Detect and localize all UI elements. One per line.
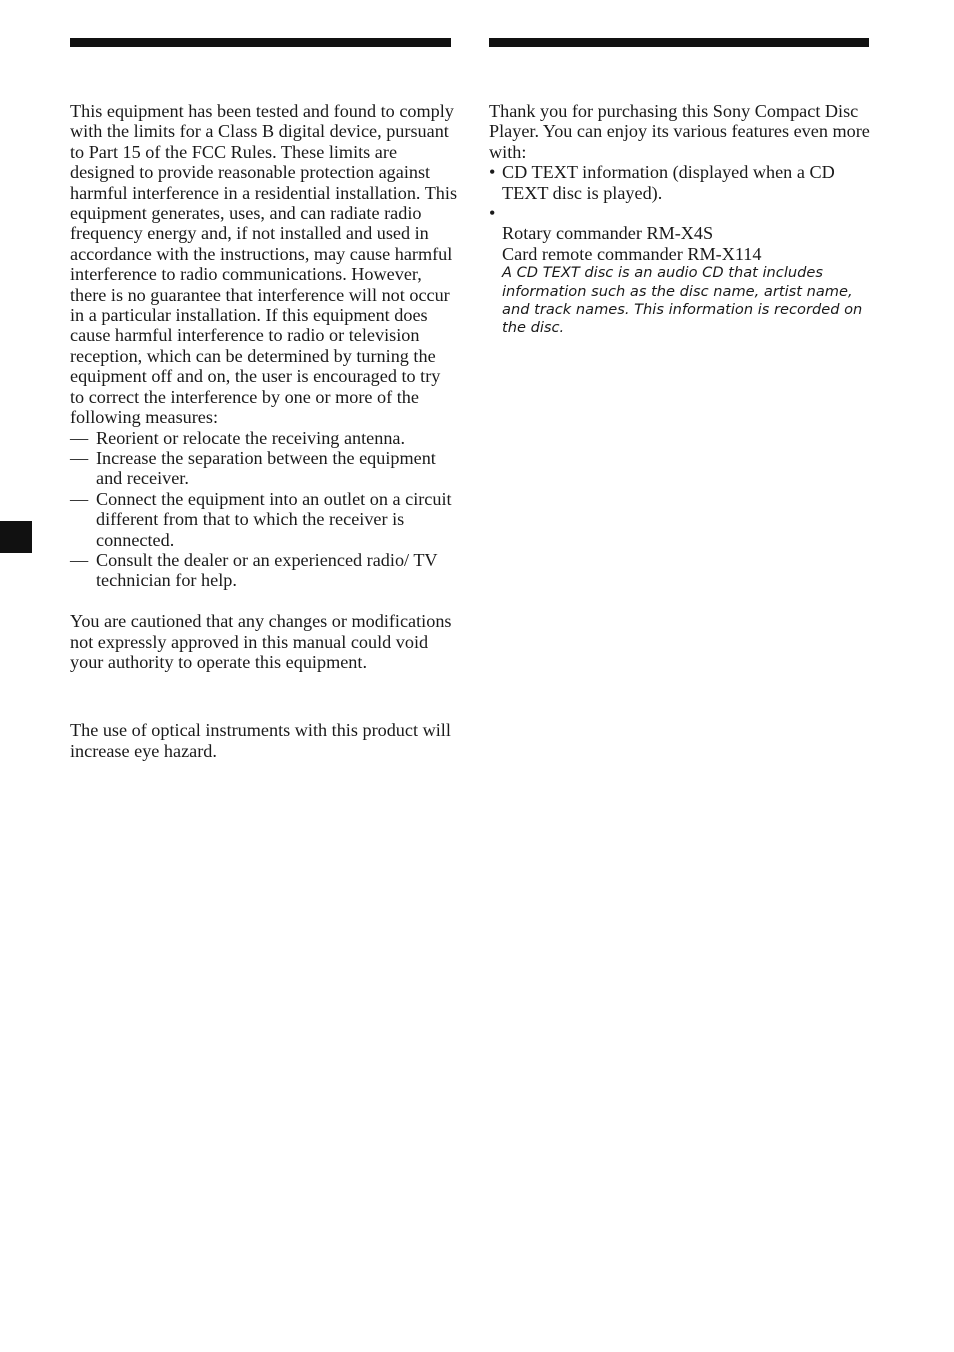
list-item [70, 448, 458, 489]
optical-warning-paragraph: The use of optical instruments with this product will increase eye hazard. [70, 720, 451, 761]
fcc-compliance-paragraph: This equipment has been tested and found to comply with the limits for a Class B digital device, pursuant to Part 15 of the FCC Rules. These limits are designed to provide reasonable protection against harmful interference in a residential installation. This equipment generates, uses, and can radiate radio frequency energy and, if not installed and used in accordance with the instructions, may cause harmful interference to radio communications. However, there is no guarantee that interference will not occur in a particular installation. If this equipment does cause harmful interference to radio or television reception, which can be determined by turning the equipment off and on, the user is encouraged to try to correct the interference by one or more of the following measures: [70, 101, 458, 428]
accessory-line: Card remote commander RM-X114 [502, 243, 762, 264]
measure-text: Reorient or relocate the receiving antenna. [96, 427, 406, 448]
bullet-mark: • [489, 203, 496, 224]
caution-paragraph: You are cautioned that any changes or modifications not expressly approved in this manual could void your authority to operate this equipment. [70, 611, 452, 672]
dash-mark: — [70, 427, 89, 448]
measure-text: Consult the dealer or an experienced radio/ TV technician for help. [96, 549, 438, 591]
measure-text: Connect the equipment into an outlet on a circuit different from that to which the receiver is connected. [96, 488, 452, 550]
right-column [489, 101, 879, 338]
dash-mark: — [70, 447, 89, 468]
list-item [70, 428, 458, 448]
dash-mark: — [70, 549, 89, 570]
left-header-rule [70, 38, 451, 47]
list-item [489, 162, 879, 203]
measure-text: Increase the separation between the equipment and receiver. [96, 447, 436, 489]
bullet-mark: • [489, 162, 496, 183]
accessory-line: Rotary commander RM-X4S [502, 223, 714, 244]
dash-mark: — [70, 488, 89, 509]
list-item [489, 203, 879, 223]
measures-list [70, 428, 458, 591]
left-column [70, 101, 458, 761]
list-item [70, 489, 458, 550]
bullet-text: CD TEXT information (displayed when a CD TEXT disc is played). [502, 162, 835, 203]
cd-text-note: A CD TEXT disc is an audio CD that includes information such as the disc name, artist name, and track names. This information is recorded on the disc. [502, 264, 863, 337]
right-header-rule [489, 38, 869, 47]
page-edge-tab [0, 521, 32, 553]
intro-paragraph: Thank you for purchasing this Sony Compact Disc Player. You can enjoy its various features even more with: [489, 101, 870, 162]
list-item [70, 550, 458, 591]
